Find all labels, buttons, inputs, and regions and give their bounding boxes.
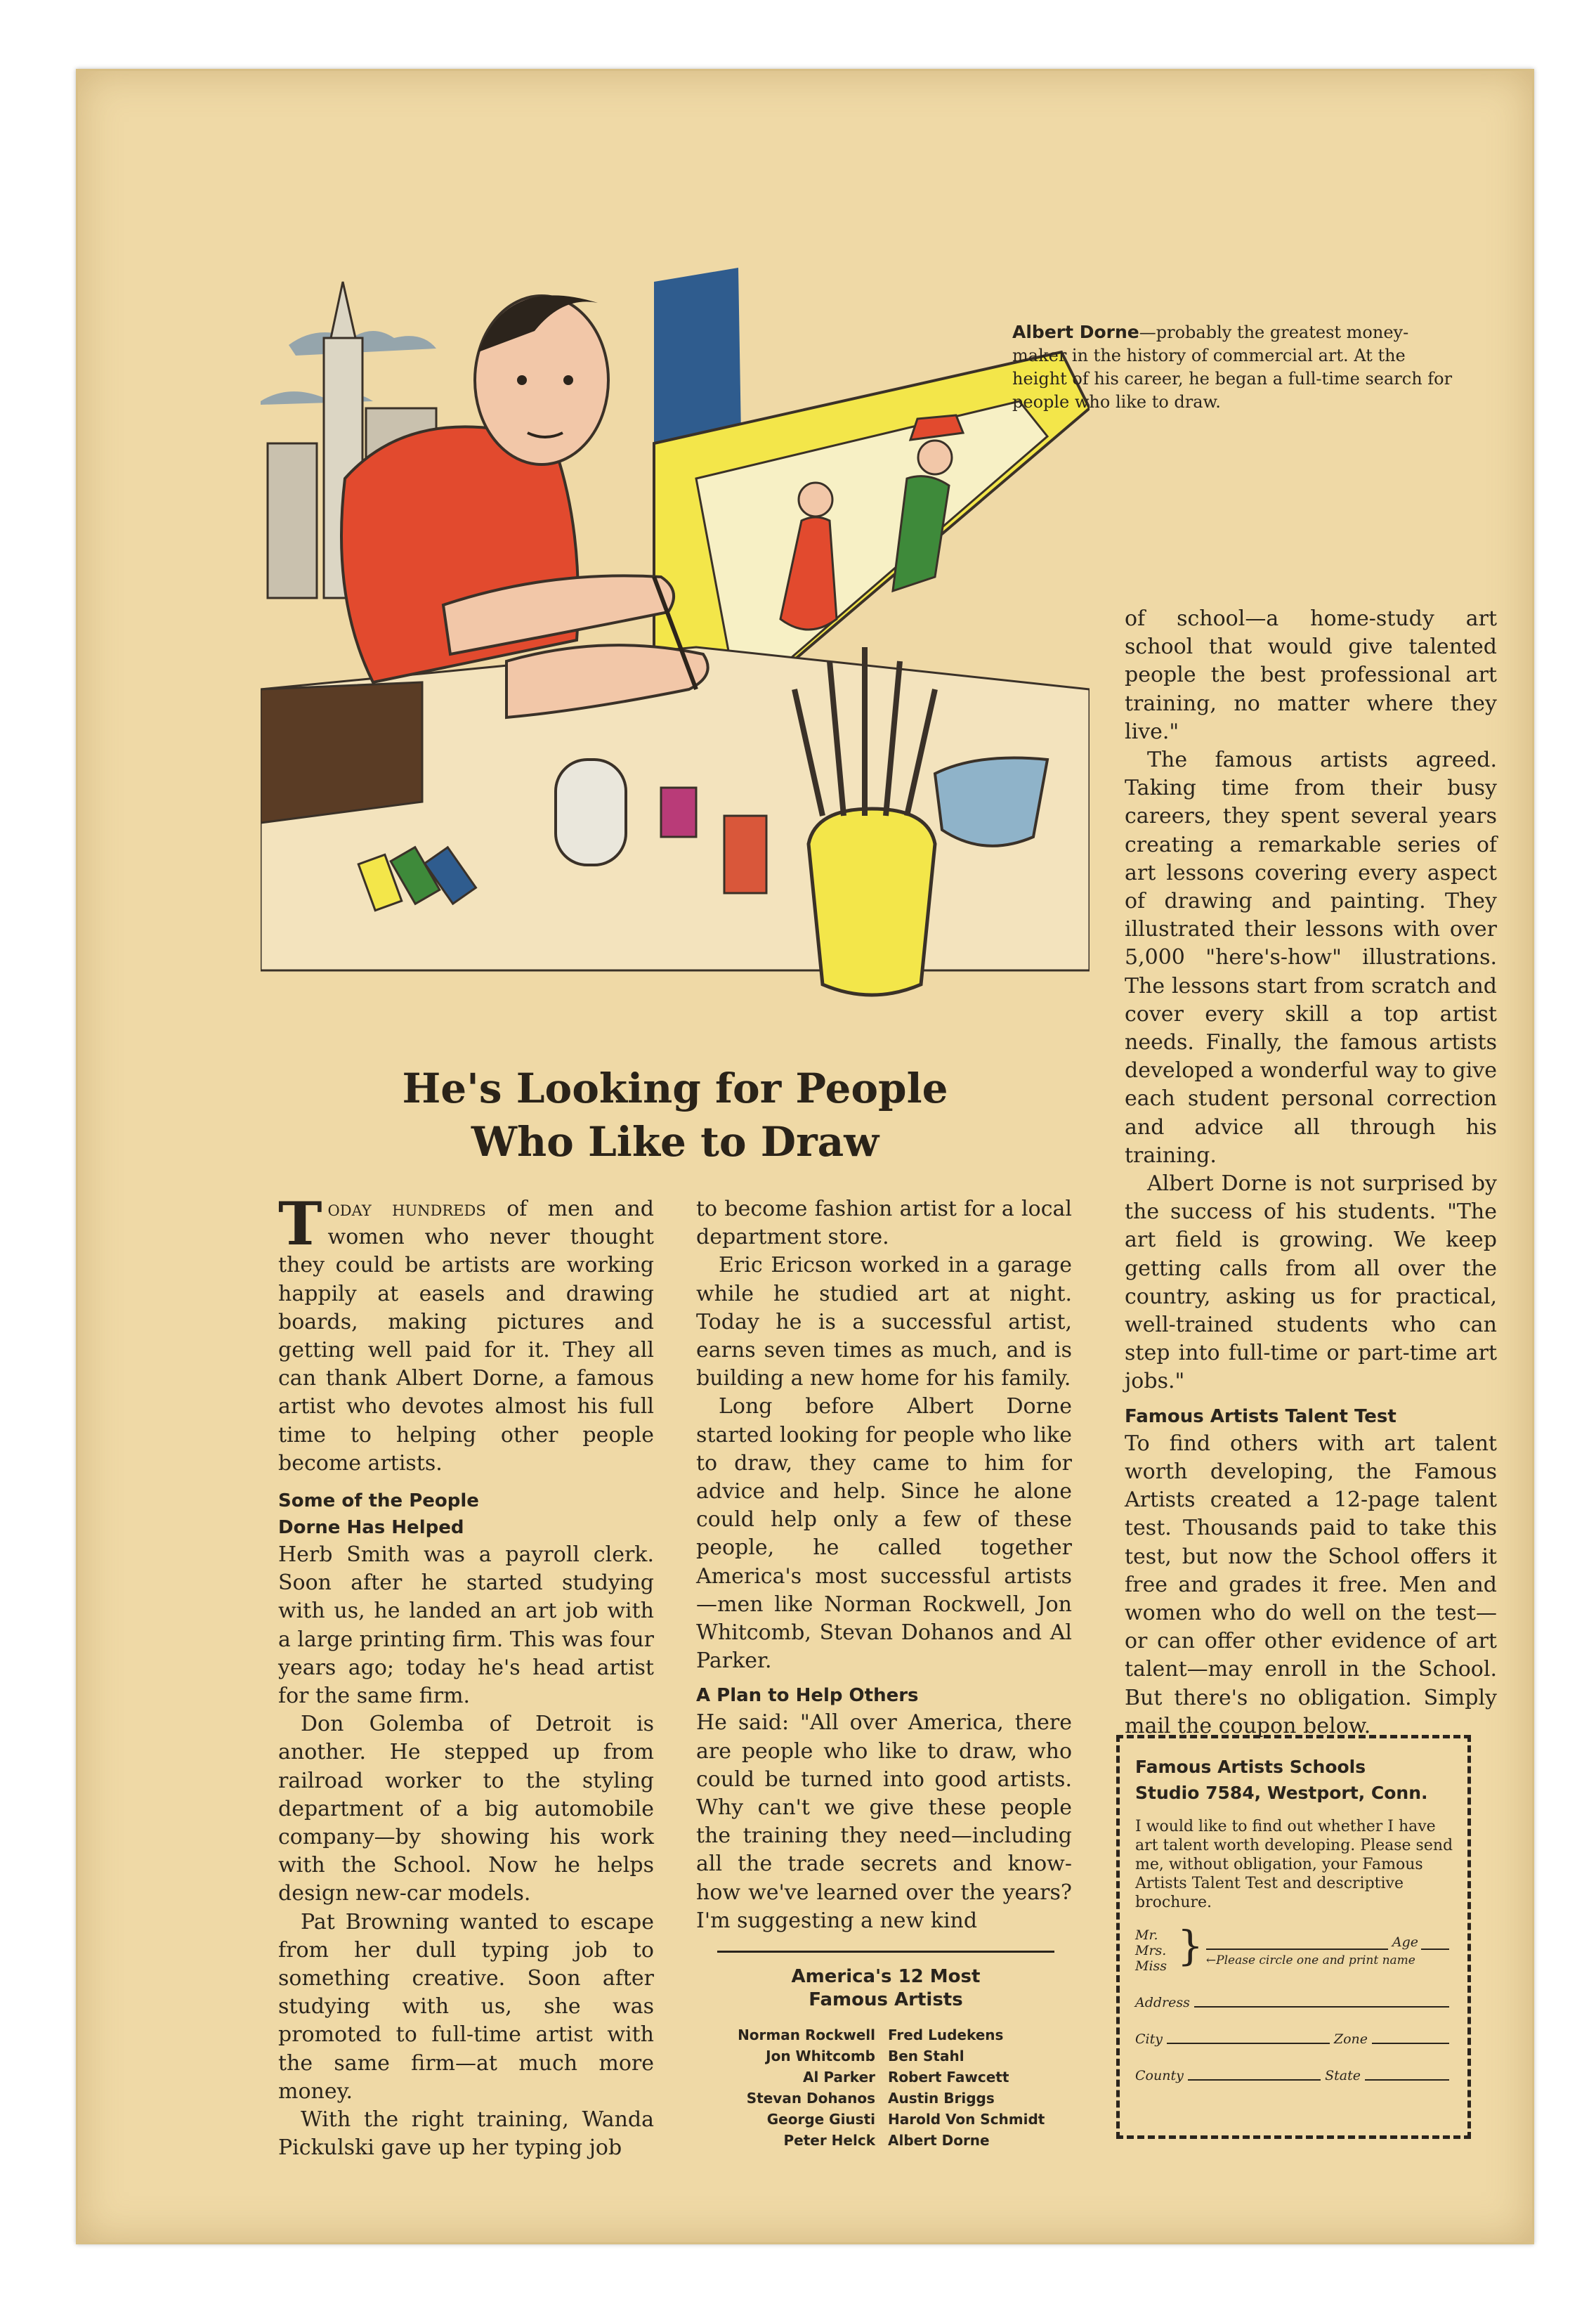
article-column-2 [696,1195,1072,1935]
article-column-3 [1125,605,1497,1741]
subhead-talent-test: Famous Artists Talent Test [1125,1405,1396,1427]
state-label: State [1325,2068,1361,2083]
artist-name: Ben Stahl [888,2048,964,2064]
artists-right-column [888,2024,1074,2151]
subhead-people-2: Dorne Has Helped [278,1517,464,1539]
famous-artists-list [696,1951,1075,2151]
age-field[interactable] [1421,1949,1449,1950]
salutation-options[interactable] [1135,1927,1177,1974]
artist-name: Jon Whitcomb [766,2048,875,2064]
artist-name: Al Parker [803,2069,875,2086]
headline-line-1: He's Looking for People [402,1065,948,1112]
county-field[interactable] [1188,2078,1321,2081]
artist-name: George Giusti [766,2111,875,2128]
paragraph-not-surprised: Albert Dorne is not surprised by the success of his students. "The art field is growing. We keep getting calls from all over the country, asking us for practical, well-trained students who can step into full-time or part-time art jobs." [1125,1171,1497,1394]
caption-name: Albert Dorne [1012,322,1139,342]
artists-left-column [696,2024,888,2151]
name-field[interactable] [1206,1949,1388,1950]
artist-name: Norman Rockwell [738,2026,875,2043]
illustration-caption [1012,320,1462,414]
paragraph-he-said: He said: "All over America, there are people who like to draw, who could be turned into good artists. Why can't we give these people the training they need—including all the trade secrets and know-how we've learned over the years? I'm suggesting a new kind [696,1710,1072,1933]
subhead-plan: A Plan to Help Others [696,1685,919,1707]
state-field[interactable] [1365,2078,1449,2081]
headline [317,1062,1033,1169]
caption-text: —probably the greatest money-maker in the history of commercial art. At the height of his career, he began a full-time search for people who like to draw. [1012,323,1453,412]
artist-name: Stevan Dohanos [746,2090,875,2107]
coupon-body: I would like to find out whether I have art talent worth developing. Please send me, without obligation, your Famous Artists Talent Test and descriptive brochure. [1135,1818,1453,1911]
paragraph-herb-smith: Herb Smith was a payroll clerk. Soon after he started studying with us, he landed an art job with a large printing firm. This was four years ago; today he's head artist for the same firm. [278,1542,654,1709]
subhead-people-1: Some of the People [278,1490,479,1512]
lead-text: of men and women who never thought they could be artists are working happily at easels and drawing boards, making pictures and getting well paid for it. They all can thank Albert Dorne, a famous artist who devotes almost his full time to helping other people become artists. [278,1197,654,1476]
name-field-block[interactable] [1135,1922,1453,1974]
salutation-mr[interactable]: Mr. [1135,1927,1158,1943]
artists-title-line-1: America's 12 Most [791,1966,981,1987]
article-column-1 [278,1189,654,2163]
zone-label: Zone [1333,2031,1368,2047]
artists-grid [696,2024,1075,2151]
mail-coupon[interactable] [1116,1735,1471,2139]
artist-name: Albert Dorne [888,2132,990,2149]
address-line [1135,1995,1453,2010]
county-state-line [1135,2068,1453,2083]
paragraph-long-before: Long before Albert Dorne started looking for people who like to draw, they came to him for advice and help. Since he alone could help only a few of these people, he called together America's most successful artists—men like Norman Rockwell, Jon Whitcomb, Stevan Dohanos and Al Parker. [696,1394,1072,1674]
artists-title [696,1965,1075,2012]
artists-title-line-2: Famous Artists [809,1989,963,2010]
county-label: County [1135,2068,1184,2083]
salutation-miss[interactable]: Miss [1135,1958,1167,1974]
artist-name: Peter Helck [783,2132,875,2149]
magazine-back-cover [76,69,1534,2244]
paragraph-eric-ericson: Eric Ericson worked in a garage while he studied art at night. Today he is a successful artist, earns seven times as much, and is building a new home for his family. [696,1253,1072,1391]
lead-paragraph [278,1189,654,1478]
city-field[interactable] [1167,2041,1330,2044]
city-label: City [1135,2031,1163,2047]
paragraph-don-golemba: Don Golemba of Detroit is another. He stepped up from railroad worker to the styling department of a big automobile company—by showing his work with the School. Now he helps design new-car models. [278,1712,654,1906]
address-field[interactable] [1194,2005,1449,2008]
coupon-title-line-2: Studio 7584, Westport, Conn. [1135,1783,1428,1803]
brace-icon: } [1177,1922,1203,1970]
address-label: Address [1135,1995,1190,2010]
paragraph-talent-test: To find others with art talent worth developing, the Famous Artists created a 12-page talent test. Thousands paid to take this test, but now the School offers it free and grades it free. Men and women who do well on the test—or can offer other evidence of art talent—may enroll in the School. But there's no obligation. Simply mail the coupon below. [1125,1431,1497,1738]
artist-illustration [261,268,1090,1055]
salutation-mrs[interactable]: Mrs. [1135,1943,1167,1958]
coupon-address-header [1135,1754,1453,1806]
headline-line-2: Who Like to Draw [471,1118,879,1166]
name-age-line [1206,1927,1453,1974]
drop-cap: T [278,1189,322,1258]
paragraph-pat-browning: Pat Browning wanted to escape from her dull typing job to something creative. Soon after studying with us, she was promoted to full-time artist with the same firm—at much more money. [278,1909,654,2104]
paragraph-wanda: With the right training, Wanda Pickulski gave up her typing job [278,2107,654,2161]
artist-name: Harold Von Schmidt [888,2111,1045,2128]
lead-smallcaps: oday hundreds [327,1197,486,1221]
artist-name: Austin Briggs [888,2090,995,2107]
name-age-row [1206,1934,1453,1950]
circle-note: ←Please circle one and print name [1205,1953,1415,1967]
age-label: Age [1392,1934,1418,1950]
city-zone-line [1135,2031,1453,2047]
coupon-title-line-1: Famous Artists Schools [1135,1757,1366,1777]
paragraph-of-school: of school—a home-study art school that would give talented people the best professional art training, no matter where they live." [1125,606,1497,744]
zone-field[interactable] [1372,2041,1449,2044]
artists-divider [717,1951,1054,1953]
paragraph-artists-agreed: The famous artists agreed. Taking time from their busy careers, they spent several years creating a remarkable series of art lessons covering every aspect of drawing and painting. They illustrated their lessons with over 5,000 "here's-how" illustrations. The lessons start from scratch and cover every skill a top artist needs. Finally, the famous artists developed a wonderful way to give each student personal correction and advice all through his training. [1125,748,1497,1168]
artist-name: Fred Ludekens [888,2026,1004,2043]
paragraph-fashion: to become fashion artist for a local department store. [696,1197,1072,1250]
artist-name: Robert Fawcett [888,2069,1009,2086]
